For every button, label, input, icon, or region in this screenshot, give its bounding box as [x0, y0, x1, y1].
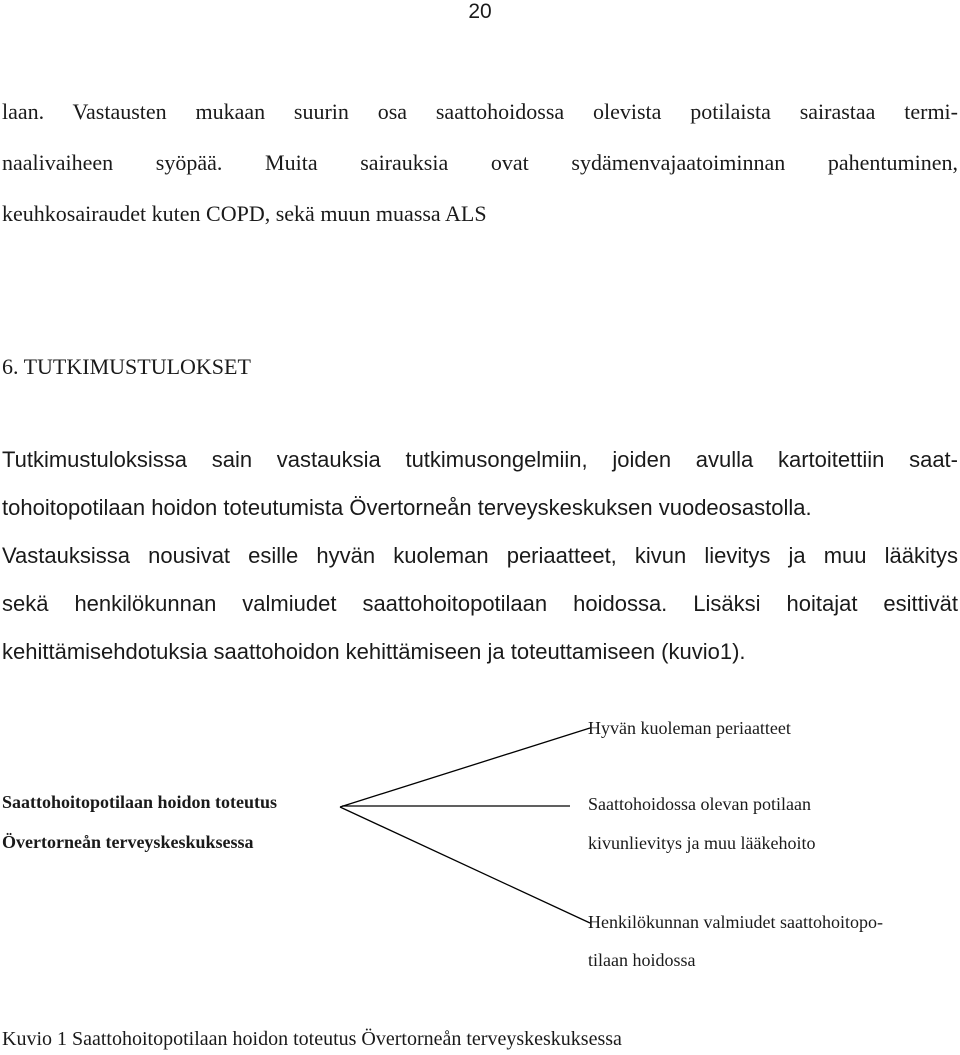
diagram-root-label: Saattohoitopotilaan hoidon toteutus [2, 792, 278, 812]
diagram-branch-middle: kivunlievitys ja muu lääkehoito [588, 833, 816, 853]
diagram-branch-bottom: tilaan hoidossa [588, 950, 696, 970]
connector-line-bottom [340, 807, 590, 923]
results-line: kehittämisehdotuksia saattohoidon kehittämiseen ja toteuttamiseen (kuvio1). [2, 639, 746, 664]
intro-line: keuhkosairaudet kuten COPD, sekä muun muassa ALS [2, 201, 487, 226]
intro-line: naalivaiheen syöpää. Muita sairauksia ovat sydämenvajaatoiminnan pahentuminen, [2, 150, 958, 175]
intro-line: laan. Vastausten mukaan suurin osa saattohoidossa olevista potilaista sairastaa termi- [2, 99, 958, 124]
section-heading: 6. TUTKIMUSTULOKSET [2, 354, 251, 379]
figure-caption: Kuvio 1 Saattohoitopotilaan hoidon toteutus Övertorneån terveyskeskuksessa [2, 1028, 622, 1050]
page-number: 20 [468, 0, 492, 23]
diagram-branch-top: Hyvän kuoleman periaatteet [588, 718, 791, 738]
results-line: Tutkimustuloksissa sain vastauksia tutkimusongelmiin, joiden avulla kartoitettiin saat- [2, 447, 958, 472]
results-line: tohoitopotilaan hoidon toteutumista Övertorneån terveyskeskuksen vuodeosastolla. [2, 495, 812, 520]
connector-line-top [340, 728, 590, 807]
diagram-root-label: Övertorneån terveyskeskuksessa [2, 832, 254, 852]
results-line: Vastauksissa nousivat esille hyvän kuoleman periaatteet, kivun lievitys ja muu lääkitys [2, 543, 958, 568]
diagram-branch-middle: Saattohoidossa olevan potilaan [588, 794, 811, 814]
results-line: sekä henkilökunnan valmiudet saattohoitopotilaan hoidossa. Lisäksi hoitajat esittivät [2, 591, 958, 616]
diagram-branch-bottom: Henkilökunnan valmiudet saattohoitopo- [588, 912, 883, 932]
